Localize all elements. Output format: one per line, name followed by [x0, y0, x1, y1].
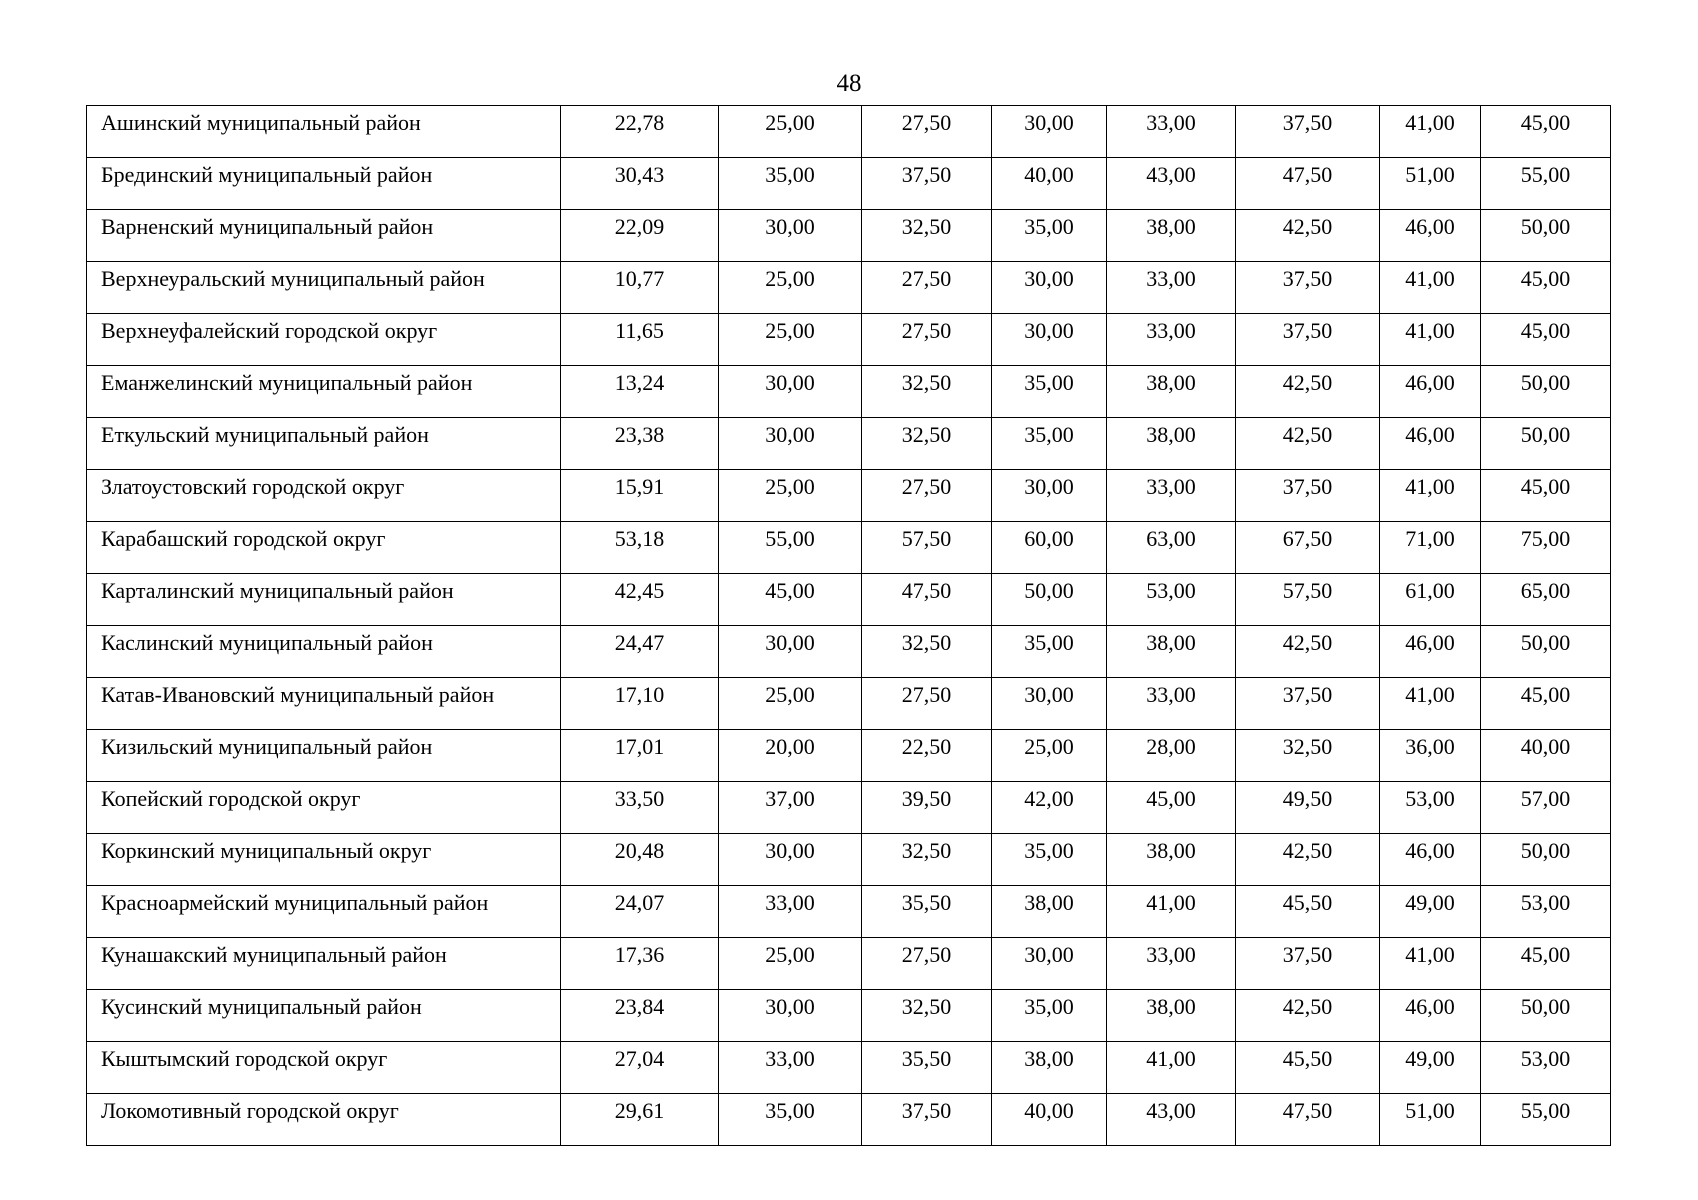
row-name-cell: Копейский городской округ: [87, 782, 561, 834]
value-cell: 53,18: [561, 522, 719, 574]
table-row: [87, 938, 1611, 990]
row-name-cell: Катав-Ивановский муниципальный район: [87, 678, 561, 730]
value-cell: 33,00: [1107, 470, 1236, 522]
value-cell: 15,91: [561, 470, 719, 522]
value-cell: 50,00: [1481, 210, 1611, 262]
value-cell: 38,00: [992, 886, 1107, 938]
row-name-cell: Ашинский муниципальный район: [87, 106, 561, 158]
table-row: [87, 1094, 1611, 1146]
row-name-cell: Локомотивный городской округ: [87, 1094, 561, 1146]
value-cell: 43,00: [1107, 158, 1236, 210]
value-cell: 49,00: [1380, 1042, 1481, 1094]
value-cell: 22,50: [862, 730, 992, 782]
row-name-cell: Варненский муниципальный район: [87, 210, 561, 262]
table-row: [87, 782, 1611, 834]
value-cell: 25,00: [719, 262, 862, 314]
value-cell: 41,00: [1380, 938, 1481, 990]
value-cell: 30,00: [992, 938, 1107, 990]
value-cell: 49,50: [1236, 782, 1380, 834]
value-cell: 47,50: [862, 574, 992, 626]
value-cell: 32,50: [862, 210, 992, 262]
value-cell: 27,50: [862, 262, 992, 314]
table-row: [87, 106, 1611, 158]
value-cell: 35,00: [719, 158, 862, 210]
value-cell: 37,50: [1236, 314, 1380, 366]
value-cell: 20,00: [719, 730, 862, 782]
value-cell: 30,00: [719, 990, 862, 1042]
value-cell: 33,00: [719, 886, 862, 938]
value-cell: 33,00: [1107, 106, 1236, 158]
value-cell: 50,00: [1481, 626, 1611, 678]
value-cell: 30,00: [992, 314, 1107, 366]
value-cell: 40,00: [992, 1094, 1107, 1146]
value-cell: 45,00: [1481, 938, 1611, 990]
value-cell: 35,00: [992, 626, 1107, 678]
value-cell: 27,50: [862, 106, 992, 158]
value-cell: 51,00: [1380, 158, 1481, 210]
value-cell: 38,00: [1107, 418, 1236, 470]
value-cell: 25,00: [719, 470, 862, 522]
value-cell: 37,50: [1236, 678, 1380, 730]
row-name-cell: Карабашский городской округ: [87, 522, 561, 574]
value-cell: 75,00: [1481, 522, 1611, 574]
value-cell: 32,50: [862, 366, 992, 418]
row-name-cell: Коркинский муниципальный округ: [87, 834, 561, 886]
table-row: [87, 678, 1611, 730]
value-cell: 38,00: [1107, 834, 1236, 886]
value-cell: 22,78: [561, 106, 719, 158]
table-row: [87, 470, 1611, 522]
value-cell: 37,50: [1236, 470, 1380, 522]
value-cell: 20,48: [561, 834, 719, 886]
value-cell: 23,84: [561, 990, 719, 1042]
value-cell: 47,50: [1236, 158, 1380, 210]
value-cell: 38,00: [1107, 626, 1236, 678]
value-cell: 53,00: [1481, 886, 1611, 938]
value-cell: 29,61: [561, 1094, 719, 1146]
value-cell: 42,00: [992, 782, 1107, 834]
value-cell: 51,00: [1380, 1094, 1481, 1146]
value-cell: 38,00: [1107, 990, 1236, 1042]
value-cell: 45,50: [1236, 886, 1380, 938]
value-cell: 57,00: [1481, 782, 1611, 834]
value-cell: 46,00: [1380, 990, 1481, 1042]
value-cell: 37,50: [1236, 938, 1380, 990]
value-cell: 17,01: [561, 730, 719, 782]
value-cell: 35,00: [992, 990, 1107, 1042]
value-cell: 38,00: [1107, 210, 1236, 262]
value-cell: 35,00: [992, 834, 1107, 886]
row-name-cell: Каслинский муниципальный район: [87, 626, 561, 678]
value-cell: 45,00: [1481, 106, 1611, 158]
table-row: [87, 262, 1611, 314]
value-cell: 35,00: [992, 418, 1107, 470]
value-cell: 27,04: [561, 1042, 719, 1094]
value-cell: 37,50: [1236, 106, 1380, 158]
value-cell: 53,00: [1481, 1042, 1611, 1094]
value-cell: 25,00: [719, 106, 862, 158]
value-cell: 41,00: [1380, 106, 1481, 158]
value-cell: 45,00: [1107, 782, 1236, 834]
value-cell: 55,00: [1481, 158, 1611, 210]
value-cell: 24,47: [561, 626, 719, 678]
value-cell: 17,10: [561, 678, 719, 730]
value-cell: 42,50: [1236, 210, 1380, 262]
table-body: [87, 106, 1611, 1146]
value-cell: 33,00: [719, 1042, 862, 1094]
value-cell: 42,50: [1236, 990, 1380, 1042]
value-cell: 55,00: [1481, 1094, 1611, 1146]
value-cell: 40,00: [992, 158, 1107, 210]
value-cell: 25,00: [719, 678, 862, 730]
row-name-cell: Кизильский муниципальный район: [87, 730, 561, 782]
value-cell: 35,50: [862, 886, 992, 938]
row-name-cell: Верхнеуральский муниципальный район: [87, 262, 561, 314]
value-cell: 32,50: [862, 626, 992, 678]
table-row: [87, 366, 1611, 418]
value-cell: 30,00: [719, 834, 862, 886]
value-cell: 33,00: [1107, 314, 1236, 366]
value-cell: 33,50: [561, 782, 719, 834]
value-cell: 42,45: [561, 574, 719, 626]
value-cell: 35,00: [992, 366, 1107, 418]
value-cell: 41,00: [1380, 470, 1481, 522]
value-cell: 49,00: [1380, 886, 1481, 938]
value-cell: 41,00: [1380, 262, 1481, 314]
value-cell: 37,00: [719, 782, 862, 834]
value-cell: 45,00: [1481, 314, 1611, 366]
value-cell: 30,00: [992, 678, 1107, 730]
table-row: [87, 522, 1611, 574]
value-cell: 50,00: [1481, 990, 1611, 1042]
value-cell: 35,00: [719, 1094, 862, 1146]
table-row: [87, 574, 1611, 626]
row-name-cell: Верхнеуфалейский городской округ: [87, 314, 561, 366]
row-name-cell: Златоустовский городской округ: [87, 470, 561, 522]
value-cell: 33,00: [1107, 938, 1236, 990]
value-cell: 38,00: [1107, 366, 1236, 418]
table-row: [87, 886, 1611, 938]
value-cell: 33,00: [1107, 262, 1236, 314]
value-cell: 27,50: [862, 470, 992, 522]
value-cell: 30,00: [719, 626, 862, 678]
value-cell: 38,00: [992, 1042, 1107, 1094]
data-table: [86, 105, 1611, 1146]
table-row: [87, 990, 1611, 1042]
value-cell: 32,50: [862, 834, 992, 886]
value-cell: 23,38: [561, 418, 719, 470]
value-cell: 46,00: [1380, 834, 1481, 886]
value-cell: 63,00: [1107, 522, 1236, 574]
value-cell: 46,00: [1380, 626, 1481, 678]
value-cell: 30,00: [992, 262, 1107, 314]
value-cell: 22,09: [561, 210, 719, 262]
value-cell: 53,00: [1107, 574, 1236, 626]
value-cell: 42,50: [1236, 418, 1380, 470]
value-cell: 55,00: [719, 522, 862, 574]
row-name-cell: Карталинский муниципальный район: [87, 574, 561, 626]
value-cell: 30,00: [992, 470, 1107, 522]
value-cell: 71,00: [1380, 522, 1481, 574]
row-name-cell: Кунашакский муниципальный район: [87, 938, 561, 990]
value-cell: 30,00: [992, 106, 1107, 158]
value-cell: 13,24: [561, 366, 719, 418]
value-cell: 42,50: [1236, 834, 1380, 886]
row-name-cell: Еткульский муниципальный район: [87, 418, 561, 470]
value-cell: 43,00: [1107, 1094, 1236, 1146]
value-cell: 50,00: [1481, 418, 1611, 470]
row-name-cell: Брединский муниципальный район: [87, 158, 561, 210]
value-cell: 45,00: [1481, 678, 1611, 730]
row-name-cell: Еманжелинский муниципальный район: [87, 366, 561, 418]
table-row: [87, 1042, 1611, 1094]
value-cell: 57,50: [862, 522, 992, 574]
value-cell: 57,50: [1236, 574, 1380, 626]
value-cell: 45,50: [1236, 1042, 1380, 1094]
value-cell: 50,00: [1481, 834, 1611, 886]
value-cell: 10,77: [561, 262, 719, 314]
value-cell: 45,00: [1481, 262, 1611, 314]
row-name-cell: Красноармейский муниципальный район: [87, 886, 561, 938]
value-cell: 32,50: [862, 418, 992, 470]
value-cell: 25,00: [719, 314, 862, 366]
row-name-cell: Кусинский муниципальный район: [87, 990, 561, 1042]
value-cell: 45,00: [1481, 470, 1611, 522]
value-cell: 41,00: [1380, 678, 1481, 730]
value-cell: 25,00: [992, 730, 1107, 782]
value-cell: 46,00: [1380, 366, 1481, 418]
value-cell: 61,00: [1380, 574, 1481, 626]
value-cell: 32,50: [1236, 730, 1380, 782]
value-cell: 39,50: [862, 782, 992, 834]
value-cell: 27,50: [862, 678, 992, 730]
value-cell: 50,00: [992, 574, 1107, 626]
value-cell: 35,00: [992, 210, 1107, 262]
value-cell: 46,00: [1380, 418, 1481, 470]
value-cell: 30,43: [561, 158, 719, 210]
value-cell: 11,65: [561, 314, 719, 366]
value-cell: 30,00: [719, 366, 862, 418]
value-cell: 65,00: [1481, 574, 1611, 626]
row-name-cell: Кыштымский городской округ: [87, 1042, 561, 1094]
value-cell: 41,00: [1107, 1042, 1236, 1094]
table-row: [87, 210, 1611, 262]
value-cell: 37,50: [1236, 262, 1380, 314]
value-cell: 28,00: [1107, 730, 1236, 782]
value-cell: 36,00: [1380, 730, 1481, 782]
value-cell: 27,50: [862, 314, 992, 366]
table-row: [87, 730, 1611, 782]
value-cell: 60,00: [992, 522, 1107, 574]
table-row: [87, 834, 1611, 886]
value-cell: 35,50: [862, 1042, 992, 1094]
value-cell: 47,50: [1236, 1094, 1380, 1146]
value-cell: 41,00: [1380, 314, 1481, 366]
value-cell: 37,50: [862, 1094, 992, 1146]
value-cell: 42,50: [1236, 366, 1380, 418]
value-cell: 46,00: [1380, 210, 1481, 262]
value-cell: 33,00: [1107, 678, 1236, 730]
value-cell: 67,50: [1236, 522, 1380, 574]
table-row: [87, 158, 1611, 210]
value-cell: 37,50: [862, 158, 992, 210]
value-cell: 24,07: [561, 886, 719, 938]
value-cell: 45,00: [719, 574, 862, 626]
value-cell: 30,00: [719, 418, 862, 470]
value-cell: 32,50: [862, 990, 992, 1042]
table-row: [87, 418, 1611, 470]
value-cell: 50,00: [1481, 366, 1611, 418]
table-row: [87, 626, 1611, 678]
value-cell: 27,50: [862, 938, 992, 990]
value-cell: 53,00: [1380, 782, 1481, 834]
value-cell: 25,00: [719, 938, 862, 990]
value-cell: 41,00: [1107, 886, 1236, 938]
page-number: 48: [836, 70, 862, 97]
value-cell: 17,36: [561, 938, 719, 990]
value-cell: 40,00: [1481, 730, 1611, 782]
value-cell: 30,00: [719, 210, 862, 262]
value-cell: 42,50: [1236, 626, 1380, 678]
table-row: [87, 314, 1611, 366]
